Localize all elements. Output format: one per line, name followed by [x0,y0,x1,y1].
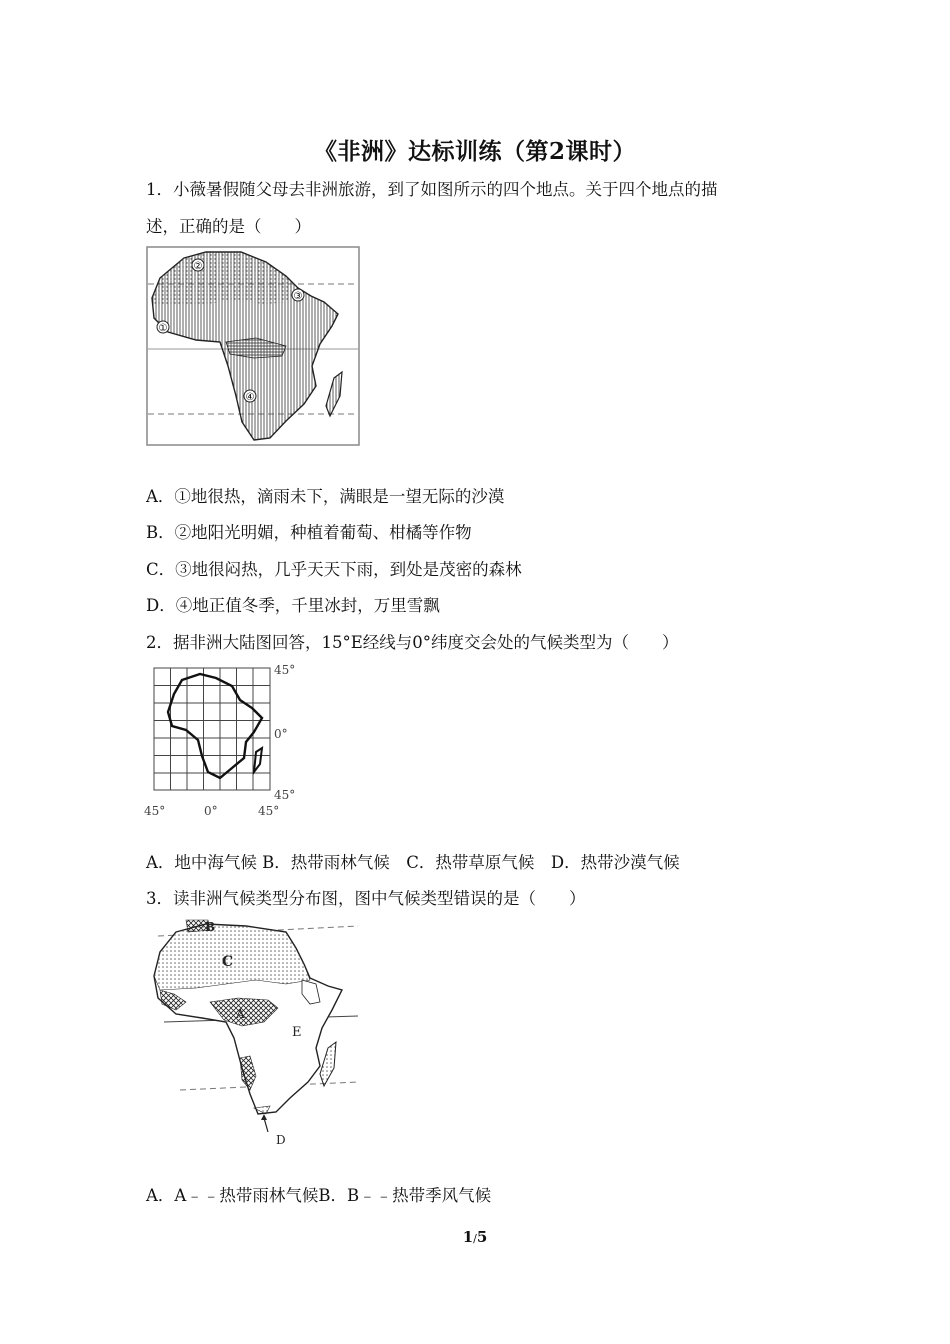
q2-label-45s: 45° [274,788,296,802]
q1-stem-line2: 述，正确的是（ ） [146,217,311,236]
q1-marker-4: ④ [245,392,255,403]
q3-label-d: D [276,1133,286,1147]
q1-option-c: C．③地很闷热，几乎天天下雨，到处是茂密的森林 [146,560,522,579]
q2-label-0-lon: 0° [204,804,218,818]
q3-stem: 3．读非洲气候类型分布图，图中气候类型错误的是（ ） [146,889,586,908]
q3-label-c: C [222,954,234,970]
q2-grid-map [140,660,310,820]
page-title: 《非洲》达标训练（第2课时） [313,138,636,165]
page-current: 1 [462,1228,474,1246]
q2-label-45w: 45° [144,804,166,818]
q1-stem-line1: 1．小薇暑假随父母去非洲旅游，到了如图所示的四个地点。关于四个地点的描 [146,180,718,199]
q1-marker-3: ③ [293,291,303,302]
q3-label-e: E [292,1025,302,1040]
q1-option-d: D．④地正值冬季，千里冰封，万里雪飘 [146,596,440,615]
q3-climate-map [146,918,360,1154]
q3-label-b: B [205,920,216,934]
q3-label-a: A [236,1007,245,1021]
q3-options: A．A﹣﹣热带雨林气候B．B﹣﹣热带季风气候 [146,1186,492,1205]
q1-marker-2: ② [193,261,203,272]
q2-options: A．地中海气候 B．热带雨林气候 C．热带草原气候 D．热带沙漠气候 [146,853,680,872]
q2-stem: 2．据非洲大陆图回答，15°E经线与0°纬度交会处的气候类型为（ ） [146,633,679,652]
q2-label-0-lat: 0° [274,727,288,741]
page-total: 5 [476,1228,488,1246]
q1-option-b: B．②地阳光明媚，种植着葡萄、柑橘等作物 [146,523,472,542]
page-separator: / [473,1232,477,1245]
q1-africa-map [146,246,360,446]
q1-option-a: A．①地很热，滴雨未下，满眼是一望无际的沙漠 [146,487,505,506]
q2-label-45n: 45° [274,663,296,677]
q1-marker-1: ① [158,323,168,334]
q2-label-45e: 45° [258,804,280,818]
page-number [0,1228,950,1246]
